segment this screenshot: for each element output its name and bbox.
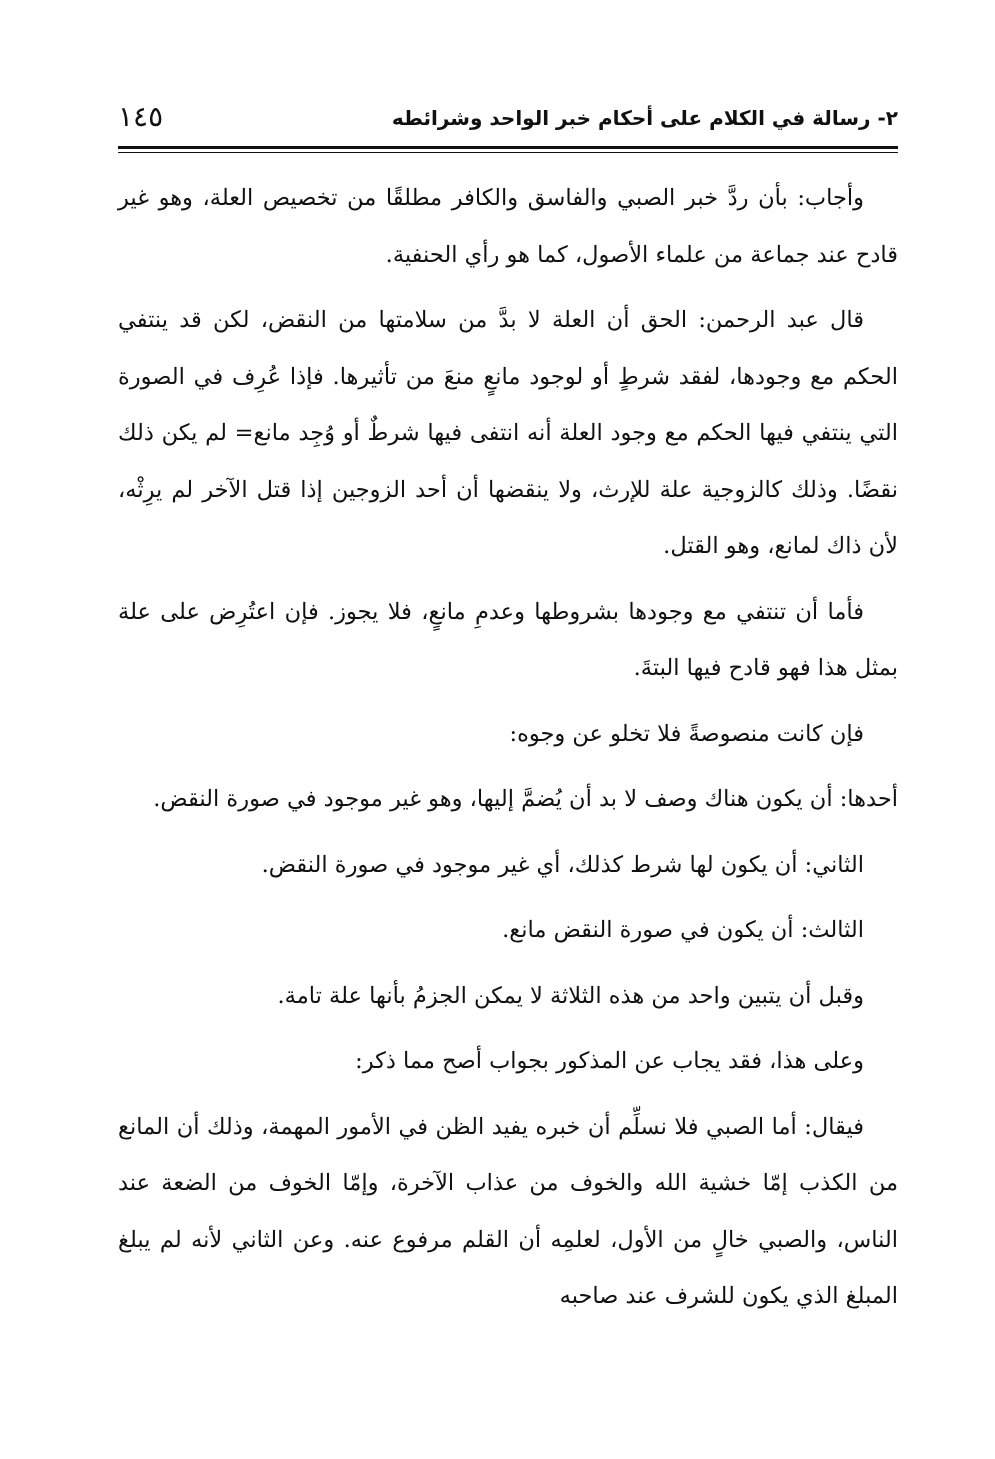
body-text: [118, 170, 898, 1334]
paragraph-8: وقبل أن يتبين واحد من هذه الثلاثة لا يمكن الجزمُ بأنها علة تامة.: [277, 982, 864, 1009]
paragraph-10: فيقال: أما الصبي فلا نسلِّم أن خبره يفيد الظن في الأمور المهمة، وذلك أن المانع من الكذب إمّا خشية الله والخوف من عذاب الآخرة، وإمّا الخوف من الضعة عند الناس، والصبي خالٍ من الأول، لعلمِه أن القلم مرفوع عنه. وعن الثاني لأنه لم يبلغ المبلغ الذي يكون للشرف عند صاحبه: [118, 1113, 898, 1309]
paragraph-6: الثاني: أن يكون لها شرط كذلك، أي غير موجود في صورة النقض.: [261, 851, 864, 878]
paragraph-5: أحدها: أن يكون هناك وصف لا بد أن يُضمَّ إليها، وهو غير موجود في صورة النقض.: [153, 786, 898, 812]
paragraph-9: وعلى هذا، فقد يجاب عن المذكور بجواب أصح مما ذكر:: [355, 1048, 864, 1074]
running-header: [118, 100, 898, 146]
paragraph-1: وأجاب: بأن ردَّ خبر الصبي والفاسق والكافر مطلقًا من تخصيص العلة، وهو غير قادح عند جماعة من علماء الأصول، كما هو رأي الحنفية.: [118, 185, 898, 268]
paragraph-3: فأما أن تنتفي مع وجودها بشروطها وعدمِ مانعٍ، فلا يجوز. فإن اعتُرِض على علة بمثل هذا فهو قادح فيها البتةَ.: [118, 598, 898, 681]
header-title: ٢- رسالة في الكلام على أحكام خبر الواحد وشرائطه: [391, 106, 898, 130]
paragraph-4: فإن كانت منصوصةً فلا تخلو عن وجوه:: [509, 720, 864, 747]
paragraph-7: الثالث: أن يكون في صورة النقض مانع.: [502, 917, 864, 943]
header-rule-thin: [118, 152, 898, 153]
header-rule-thick: [118, 146, 898, 149]
page-number: ١٤٥: [118, 100, 164, 133]
paragraph-2: قال عبد الرحمن: الحق أن العلة لا بدَّ من سلامتها من النقض، لكن قد ينتفي الحكم مع وجودها، لفقد شرطٍ أو لوجود مانعٍ منعَ من تأثيرها. فإذا عُرِف في الصورة التي ينتفي فيها الحكم مع وجود العلة أنه انتفى فيها شرطٌ أو وُجِد مانع= لم يكن ذلك نقضًا. وذلك كالزوجية علة للإرث، ولا ينقضها أن أحد الزوجين إذا قتل الآخر لم يرِثْه، لأن ذاك لمانع، وهو القتل.: [118, 307, 898, 559]
